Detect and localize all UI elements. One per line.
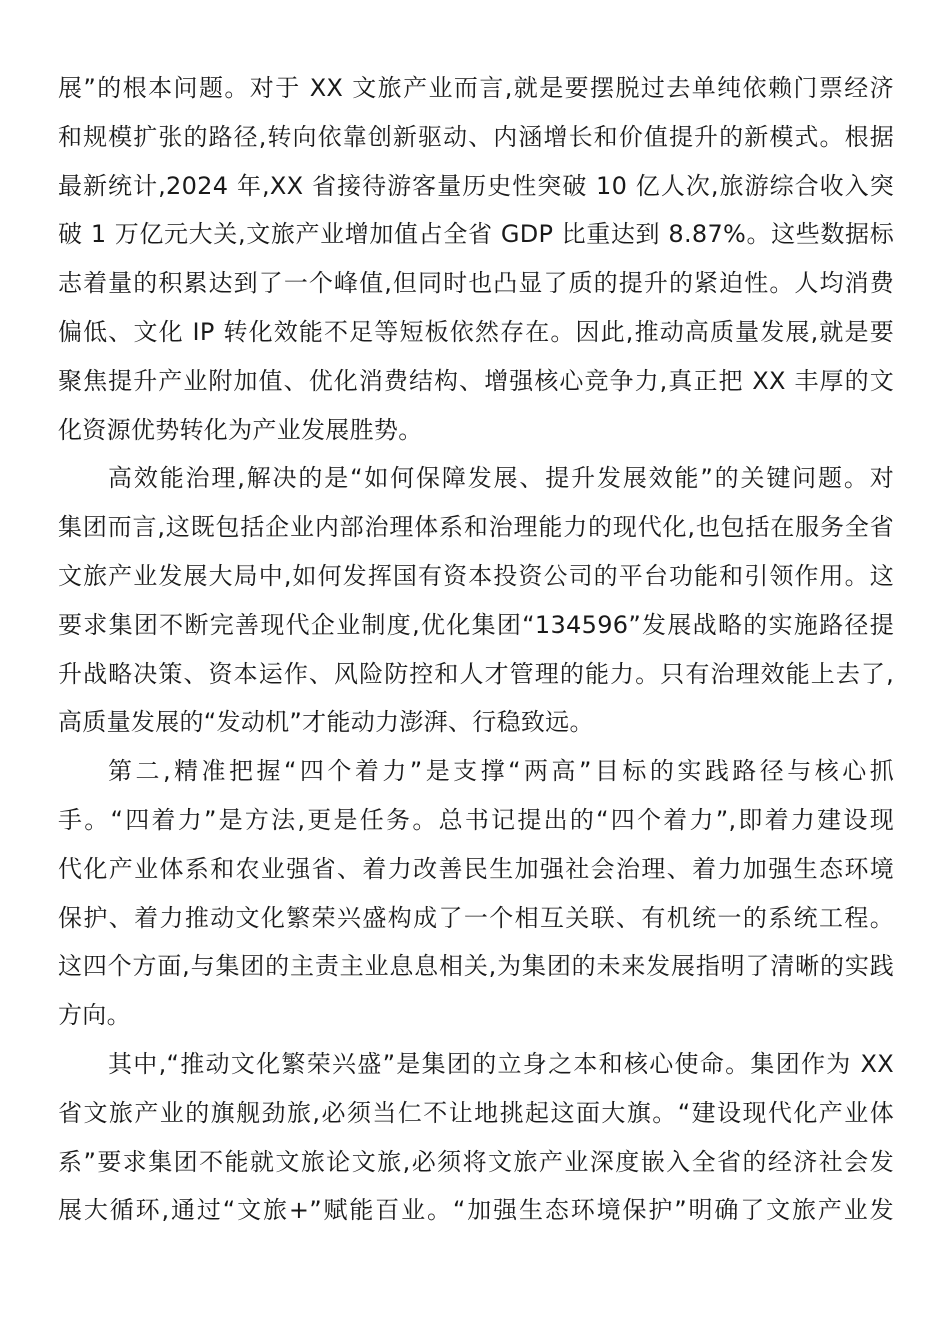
text-line: 破 1 万亿元大关,文旅产业增加值占全省 GDP 比重达到 8.87%。这些数据标 <box>58 220 894 249</box>
text-line: 这四个方面,与集团的主责主业息息相关,为集团的未来发展指明了清晰的实践 <box>58 952 894 981</box>
text-line: 展大循环,通过“文旅+”赋能百业。“加强生态环境保护”明确了文旅产业发 <box>58 1196 894 1225</box>
text-line: 和规模扩张的路径,转向依靠创新驱动、内涵增长和价值提升的新模式。根据 <box>58 122 894 151</box>
text-line: 集团而言,这既包括企业内部治理体系和治理能力的现代化,也包括在服务全省 <box>58 513 894 542</box>
text-line: 化资源优势转化为产业发展胜势。 <box>58 415 423 444</box>
text-line: 志着量的积累达到了一个峰值,但同时也凸显了质的提升的紧迫性。人均消费 <box>58 269 894 298</box>
text-line: 代化产业体系和农业强省、着力改善民生加强社会治理、着力加强生态环境 <box>58 854 894 883</box>
text-line: 高质量发展的“发动机”才能动力澎湃、行稳致远。 <box>58 708 594 737</box>
text-line: 高效能治理,解决的是“如何保障发展、提升发展效能”的关键问题。对 <box>108 464 894 493</box>
text-line: 方向。 <box>58 1001 131 1030</box>
text-line: 省文旅产业的旗舰劲旅,必须当仁不让地挑起这面大旗。“建设现代化产业体 <box>58 1098 894 1127</box>
text-line: 要求集团不断完善现代企业制度,优化集团“134596”发展战略的实施路径提 <box>58 610 894 639</box>
text-line: 保护、着力推动文化繁荣兴盛构成了一个相互关联、有机统一的系统工程。 <box>58 903 894 932</box>
text-line: 系”要求集团不能就文旅论文旅,必须将文旅产业深度嵌入全省的经济社会发 <box>58 1147 894 1176</box>
body-text <box>58 64 894 1235</box>
text-line: 展”的根本问题。对于 XX 文旅产业而言,就是要摆脱过去单纯依赖门票经济 <box>58 74 894 102</box>
text-line: 手。“四着力”是方法,更是任务。总书记提出的“四个着力”,即着力建设现 <box>58 805 894 834</box>
text-line: 升战略决策、资本运作、风险防控和人才管理的能力。只有治理效能上去了, <box>58 659 894 688</box>
text-line: 其中,“推动文化繁荣兴盛”是集团的立身之本和核心使命。集团作为 XX <box>108 1049 894 1078</box>
text-line: 偏低、文化 IP 转化效能不足等短板依然存在。因此,推动高质量发展,就是要 <box>58 317 894 346</box>
text-line: 第二,精准把握“四个着力”是支撑“两高”目标的实践路径与核心抓 <box>108 757 894 786</box>
text-line: 文旅产业发展大局中,如何发挥国有资本投资公司的平台功能和引领作用。这 <box>58 561 894 590</box>
text-line: 聚焦提升产业附加值、优化消费结构、增强核心竞争力,真正把 XX 丰厚的文 <box>58 366 894 395</box>
text-line: 最新统计,2024 年,XX 省接待游客量历史性突破 10 亿人次,旅游综合收入突 <box>58 171 894 200</box>
